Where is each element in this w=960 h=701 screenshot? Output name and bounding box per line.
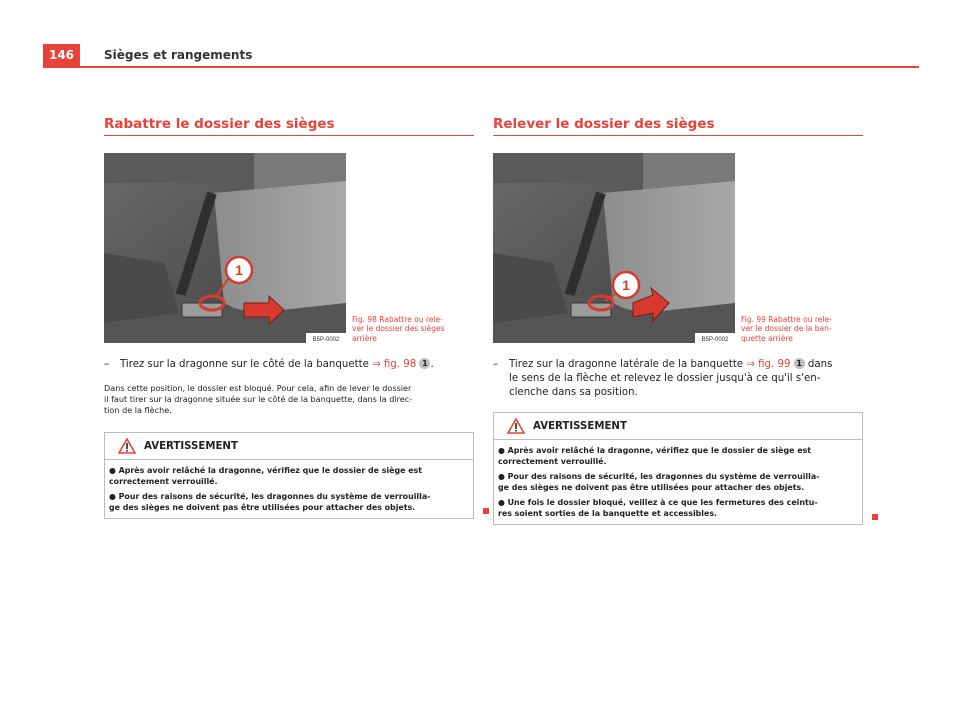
seat-photo-99	[493, 153, 735, 343]
warning-header	[105, 433, 473, 460]
running-title: Sièges et rangements	[104, 48, 253, 62]
section-title-raise: Relever le dossier des sièges	[493, 116, 863, 136]
instruction-step: – Tirez sur la dragonne sur le côté de la banquette ⇒ fig. 98 1 .	[104, 359, 434, 370]
warning-item: ● Après avoir relâché la dragonne, vérifiez que le dossier de siège est correctement verrouillé.	[109, 466, 423, 486]
callout-label: 1	[622, 277, 630, 293]
warning-box	[104, 432, 474, 519]
warning-item: ● Une fois le dossier bloqué, veillez à ce que les fermetures des ceintu- res soient sorties de la banquette et accessibles.	[498, 498, 818, 518]
warning-triangle-icon	[118, 438, 136, 454]
figure-reference-link[interactable]: ⇒ fig. 98	[372, 359, 417, 370]
section-title-fold: Rabattre le dossier des sièges	[104, 116, 474, 136]
section-end-marker	[483, 508, 489, 514]
image-code: B5P-0002	[312, 337, 340, 343]
seat-photo-98	[104, 153, 346, 343]
warning-item: ● Pour des raisons de sécurité, les dragonnes du système de verrouilla- ge des sièges ne doivent pas être utilisées pour attacher des objets.	[109, 492, 431, 512]
warning-triangle-icon	[507, 418, 525, 434]
callout-number: 1	[419, 358, 430, 369]
warning-box	[493, 412, 863, 525]
right-column	[493, 116, 863, 525]
header-rule	[43, 66, 919, 68]
callout-label: 1	[235, 262, 243, 278]
section-end-marker	[872, 514, 878, 520]
body-paragraph: Dans cette position, le dossier est bloqué. Pour cela, afin de lever le dossier il faut tirer sur la dragonne située sur le côté de la banquette, dans la direc- tion de la flèche.	[104, 383, 413, 415]
page-number: 146	[43, 44, 80, 66]
warning-title: AVERTISSEMENT	[533, 420, 627, 432]
image-code: B5P-0002	[701, 337, 729, 343]
figure-99	[493, 153, 863, 343]
figure-caption-99: Fig. 99 Rabattre ou rele- ver le dossier de la ban- quette arrière	[741, 314, 832, 343]
warning-item: ● Pour des raisons de sécurité, les dragonnes du système de verrouilla- ge des sièges ne doivent pas être utilisées pour attacher des objets.	[498, 472, 820, 492]
figure-caption-98: Fig. 98 Rabattre ou rele- ver le dossier des sièges arrière	[352, 314, 445, 343]
figure-reference-link[interactable]: ⇒ fig. 99	[746, 359, 791, 370]
figure-98	[104, 153, 474, 343]
warning-title: AVERTISSEMENT	[144, 440, 238, 452]
instruction-step: – Tirez sur la dragonne latérale de la banquette ⇒ fig. 99 1 dans le sens de la flèche et relevez le dossier jusqu'à ce qu'il s'en- clenche dans sa position.	[493, 359, 833, 398]
callout-number: 1	[794, 358, 805, 369]
warning-header	[494, 413, 862, 440]
left-column	[104, 116, 474, 519]
warning-item: ● Après avoir relâché la dragonne, vérifiez que le dossier de siège est correctement verrouillé.	[498, 446, 812, 466]
